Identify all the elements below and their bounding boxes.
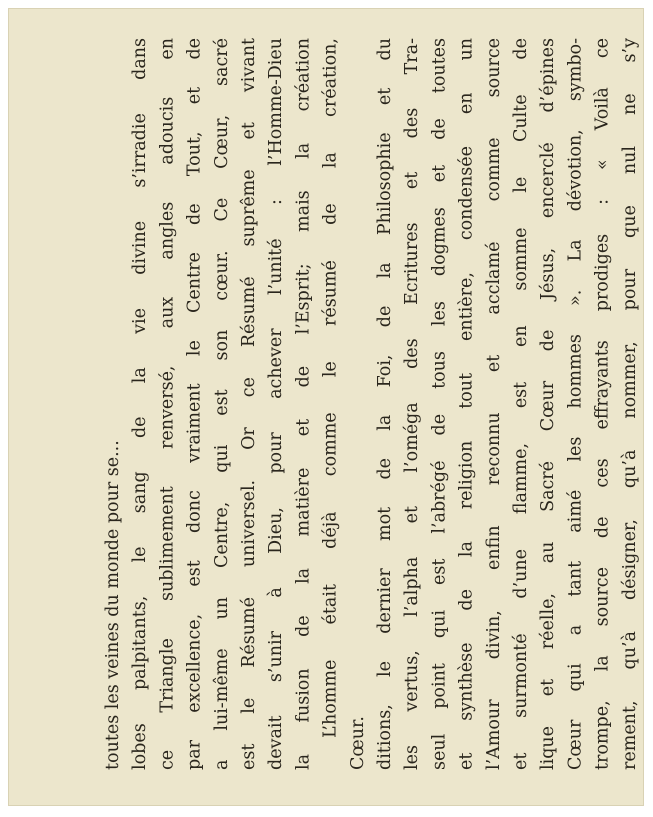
text-line: ditions, le dernier mot de la Foi, de la Philosophie et du (374, 38, 395, 770)
text-line: par excellence, est donc vraiment le Centre de Tout, et de (184, 38, 205, 770)
text-line: a lui-même un Centre, qui est son cœur. Ce Cœur, sacré (211, 38, 232, 770)
text-line: et synthèse de la religion tout entière, condensée en un (456, 38, 477, 770)
rotated-text-block (102, 38, 644, 770)
text-line: L’homme était déjà comme le résumé de la création, (320, 38, 341, 738)
text-line: toutes les veines du monde pour se... (102, 440, 123, 770)
paper-sheet (8, 8, 644, 806)
text-line: lobes palpitants, le sang de la vie divine s’irradie dans (130, 38, 151, 770)
text-line: et surmonté d’une flamme, est en somme le Culte de (510, 38, 531, 770)
text-line: devait s’unir à Dieu, pour achever l’unité : l’Homme-Dieu (266, 38, 287, 770)
text-line: l’Amour divin, enfin reconnu et acclamé comme source (483, 38, 504, 770)
text-line: Cœur qui a tant aimé les hommes ». La dévotion, symbo- (565, 38, 586, 770)
text-line: la fusion de la matière et de l’Esprit; mais la création (293, 38, 314, 770)
text-line: les vertus, l’alpha et l’oméga des Ecritures et des Tra- (402, 38, 423, 770)
text-line: trompe, la source de ces effrayants prodiges : « Voilà ce (592, 38, 613, 770)
text-line: Cœur. (347, 716, 368, 770)
text-line: est le Résumé universel. Or ce Résumé suprême et vivant (238, 38, 259, 770)
text-line: lique et réelle, au Sacré Cœur de Jésus, encerclé d’épines (538, 38, 559, 770)
text-line: rement, qu’à désigner, qu’à nommer, pour que nul ne s’y (619, 38, 640, 770)
text-line: ce Triangle sublimement renversé, aux angles adoucis en (157, 38, 178, 770)
text-line: seul point qui est l’abrégé de tous les dogmes et de toutes (429, 38, 450, 770)
